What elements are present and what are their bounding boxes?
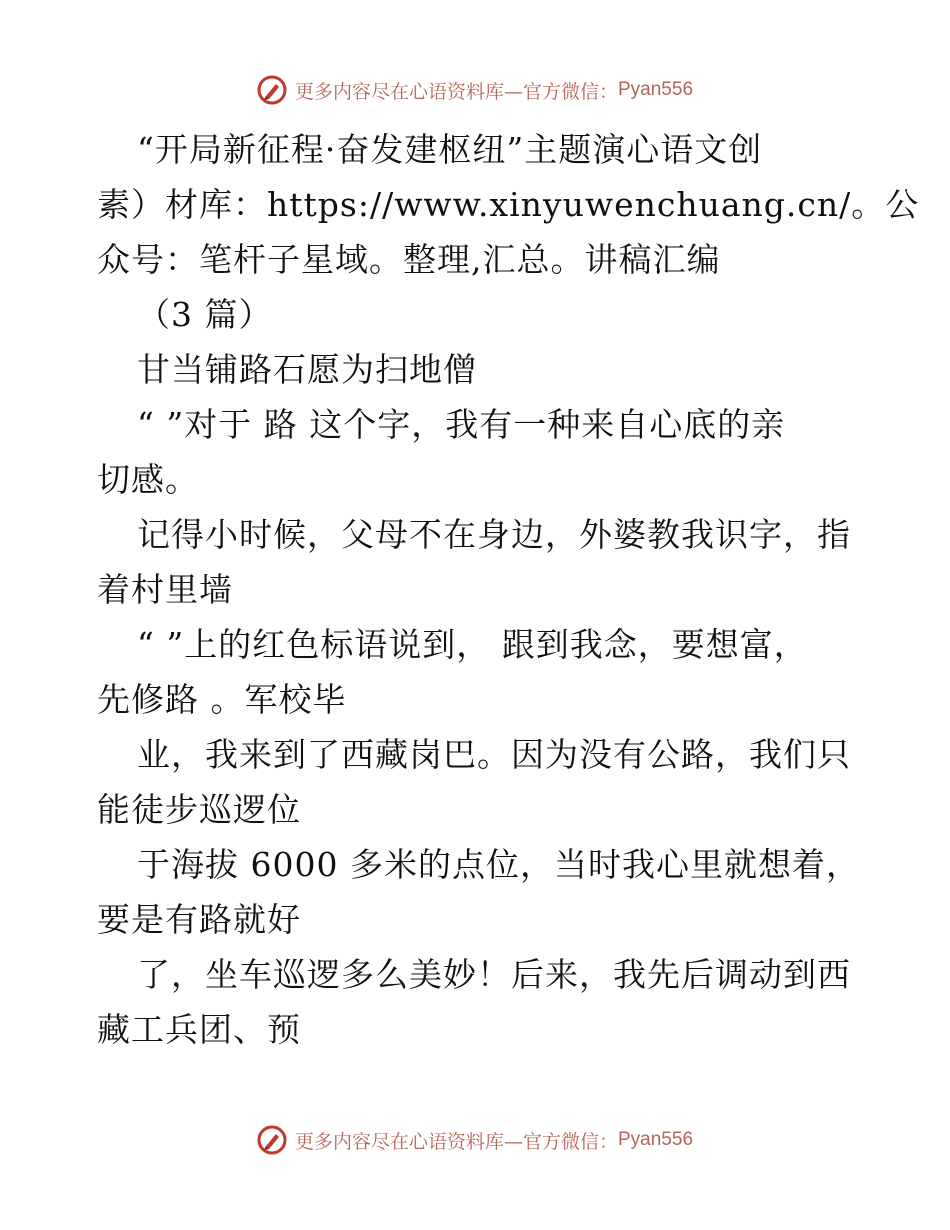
footer-banner-text: 更多内容尽在心语资料库—官方微信：	[294, 1130, 618, 1153]
text-line: “开局新征程·奋发建枢纽”主题演心语文创	[137, 130, 763, 169]
text-line: “ ”对于 路 这个字，我有一种来自心底的亲	[137, 405, 786, 444]
section-title: 甘当铺路石愿为扫地僧	[137, 350, 477, 389]
header-banner	[0, 70, 950, 110]
header-banner-text: 更多内容尽在心语资料库—官方微信：	[294, 80, 618, 103]
text-line: 着村里墙	[97, 570, 233, 609]
header-banner-wechat-id: Pyan556	[618, 79, 694, 100]
text-line: 众号：笔杆子星域。整理,汇总。讲稿汇编	[97, 240, 721, 279]
footer-banner	[0, 1120, 950, 1160]
text-line: （3 篇）	[137, 295, 273, 334]
footer-banner-wechat-id: Pyan556	[618, 1129, 694, 1150]
text-line: 藏工兵团、预	[97, 1010, 301, 1049]
text-line: 素）材库：https://www.xinyuwenchuang.cn/。公	[97, 185, 920, 224]
text-line: 了，坐车巡逻多么美妙！后来，我先后调动到西	[137, 955, 851, 994]
text-line: 切感。	[97, 460, 199, 499]
text-line: 能徒步巡逻位	[97, 790, 301, 829]
text-line: 先修路 。军校毕	[97, 680, 347, 719]
text-line: 业，我来到了西藏岗巴。因为没有公路，我们只	[137, 735, 851, 774]
text-line: 于海拔 6000 多米的点位，当时我心里就想着，	[137, 845, 860, 884]
pen-logo-icon	[257, 1125, 287, 1155]
document-body	[97, 122, 920, 1057]
pen-logo-icon	[257, 75, 287, 105]
text-line: 要是有路就好	[97, 900, 301, 939]
text-line: 记得小时候，父母不在身边，外婆教我识字，指	[137, 515, 851, 554]
text-line: “ ”上的红色标语说到， 跟到我念，要想富，	[137, 625, 808, 664]
